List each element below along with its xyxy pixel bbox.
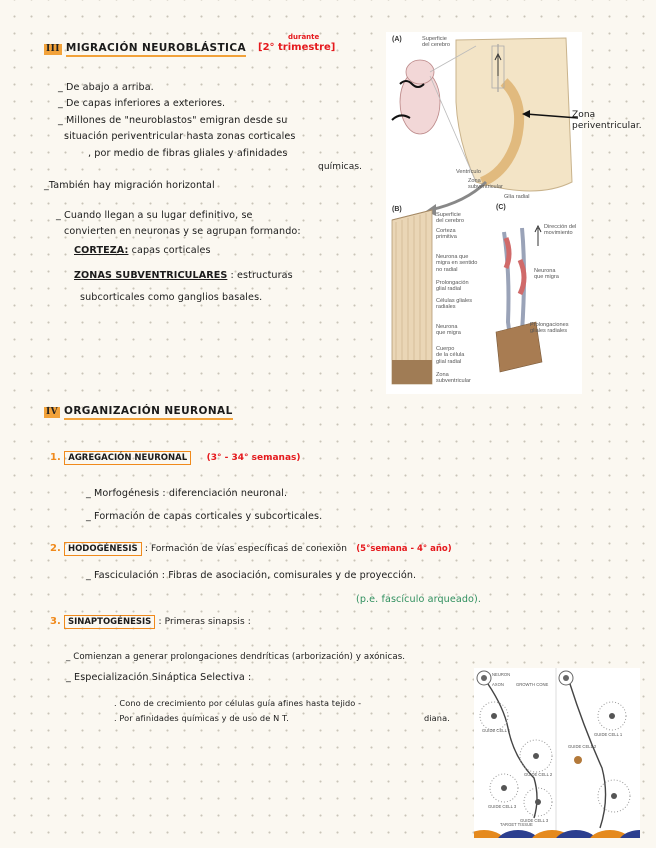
growth-cone-figure	[474, 668, 640, 838]
fig2-label-guide-3a: GUIDE CELL 3	[488, 804, 517, 809]
section-4-title: ORGANIZACIÓN NEURONAL	[64, 405, 233, 420]
figure-b-label-6: Neurona que migra	[436, 324, 461, 337]
migration-line-9: convierten en neuronas y se agrupan formando:	[64, 226, 301, 237]
item-3-term: SINAPTOGÉNESIS	[64, 615, 155, 629]
section-3-note: [2° trimestre]	[258, 42, 336, 53]
figure-b-label-7: Cuerpo de la célula glial radial	[436, 346, 465, 365]
fig2-label-target: TARGET TISSUE	[500, 822, 533, 827]
fig2-label-guide-1b: GUIDE CELL 1	[594, 732, 623, 737]
figure-c-label-1: Dirección del movimiento	[544, 224, 577, 237]
fig2-label-guide-2b: GUIDE CELL 2	[568, 744, 597, 749]
corteza-desc: capas corticales	[131, 245, 211, 256]
periventricular-annotation: Zona periventricular.	[572, 110, 642, 131]
item-2-term: HODOGÉNESIS	[64, 542, 142, 556]
subventricular-term: ZONAS SUBVENTRICULARES	[74, 270, 228, 281]
migration-line-3: _ Millones de "neuroblastos" emigran desde su	[58, 115, 288, 126]
item-3-sub-1: . Cono de crecimiento por células guía afines hasta tejido -	[114, 698, 362, 708]
migration-line-5: , por medio de fibras gliales y afinidades	[88, 148, 288, 159]
subventricular-desc: : estructuras	[230, 270, 293, 281]
item-1-line-1: _ Morfogénesis : diferenciación neuronal.	[86, 488, 288, 499]
subventricular-line	[74, 270, 293, 281]
item-3-sub-3: diana.	[424, 713, 450, 723]
figure-b-label-2: Corteza primitiva	[436, 228, 457, 241]
migration-line-7: _También hay migración horizontal	[44, 180, 215, 191]
item-1-time: (3° - 34° semanas)	[206, 453, 301, 463]
item-3-number: 3.	[50, 616, 61, 627]
fig2-label-neuron: NEURON	[492, 672, 511, 677]
figure-b-label-8: Zona subventricular	[436, 372, 471, 385]
fig2-label-guide-1: GUIDE CELL 1	[482, 728, 511, 733]
periventricular-arrow	[520, 108, 580, 128]
section-4-heading	[44, 405, 233, 418]
fig2-label-axon: AXON	[492, 682, 504, 687]
migration-line-6: químicas.	[318, 162, 363, 172]
figure-c-label-2: Neurona que migra	[534, 268, 559, 281]
figure-label-c: (C)	[496, 204, 506, 211]
figure-label-a: (A)	[392, 36, 402, 43]
section-4-numeral: IV	[46, 407, 58, 417]
figure-b-label-1: Superficie del cerebro	[436, 212, 464, 225]
item-2-desc: : Formación de vías específicas de conexión	[144, 544, 348, 554]
migration-figure	[386, 32, 582, 394]
figure-b-label-3: Neurona que migra en sentido no radial	[436, 254, 478, 273]
item-3-sub-2: . Por afinidades químicas y de uso de N T.	[114, 713, 289, 723]
section-3-heading	[44, 42, 246, 55]
item-3-heading	[50, 616, 251, 627]
growth-cone-svg	[474, 668, 640, 838]
migration-line-1: _ De abajo a arriba.	[58, 82, 154, 93]
migration-figure-svg	[386, 32, 582, 394]
item-2-example: (p.e. fascículo arqueado).	[356, 594, 481, 605]
item-1-term: AGREGACIÓN NEURONAL	[64, 451, 191, 465]
corteza-line	[74, 245, 211, 256]
item-3-desc: : Primeras sinapsis :	[158, 617, 251, 627]
figure-label-b: (B)	[392, 206, 402, 213]
fig2-label-growth-cone: GROWTH CONE	[516, 682, 549, 687]
figure-a-glia: Glía radial	[504, 194, 530, 200]
section-3-title: MIGRACIÓN NEUROBLÁSTICA	[66, 42, 246, 57]
item-3-line-2: _ Especialización Sináptica Selectiva :	[66, 672, 252, 683]
fig2-label-guide-2: GUIDE CELL 2	[524, 772, 553, 777]
figure-c-label-3: Prolongaciones gliales radiales	[530, 322, 569, 335]
figure-b-label-4: Prolongación glial radial	[436, 280, 469, 293]
figure-b-label-5: Células gliales radiales	[436, 298, 473, 311]
item-1-heading	[50, 452, 301, 463]
section-3-numeral: III	[46, 44, 60, 54]
figure-a-ventricle: Ventrículo	[456, 169, 481, 175]
migration-line-2: _ De capas inferiores a exteriores.	[58, 98, 226, 109]
item-2-number: 2.	[50, 543, 61, 554]
item-2-time: (5°semana - 4° año)	[356, 544, 452, 554]
item-2-line: _ Fasciculación : Fibras de asociación, comisurales y de proyección.	[86, 570, 417, 581]
item-1-number: 1.	[50, 452, 61, 463]
migration-line-8: _ Cuando llegan a su lugar definitivo, se	[56, 210, 253, 221]
item-2-heading	[50, 543, 452, 554]
item-1-line-2: _ Formación de capas corticales y subcorticales.	[86, 511, 323, 522]
fig2-label-guide-3b: GUIDE CELL 3	[520, 818, 549, 823]
section-3-note-top: durante	[288, 33, 320, 41]
corteza-term: CORTEZA:	[74, 245, 129, 256]
item-3-line-1: _ Comienzan a generar prolongaciones dendríticas (arborización) y axónicas.	[66, 652, 406, 662]
subventricular-line-2: subcorticales como ganglios basales.	[80, 292, 263, 303]
figure-a-zone: Zona subventricular	[468, 178, 503, 190]
figure-a-surface: Superficie del cerebro	[422, 36, 450, 48]
migration-line-4: situación periventricular hasta zonas corticales	[64, 131, 296, 142]
